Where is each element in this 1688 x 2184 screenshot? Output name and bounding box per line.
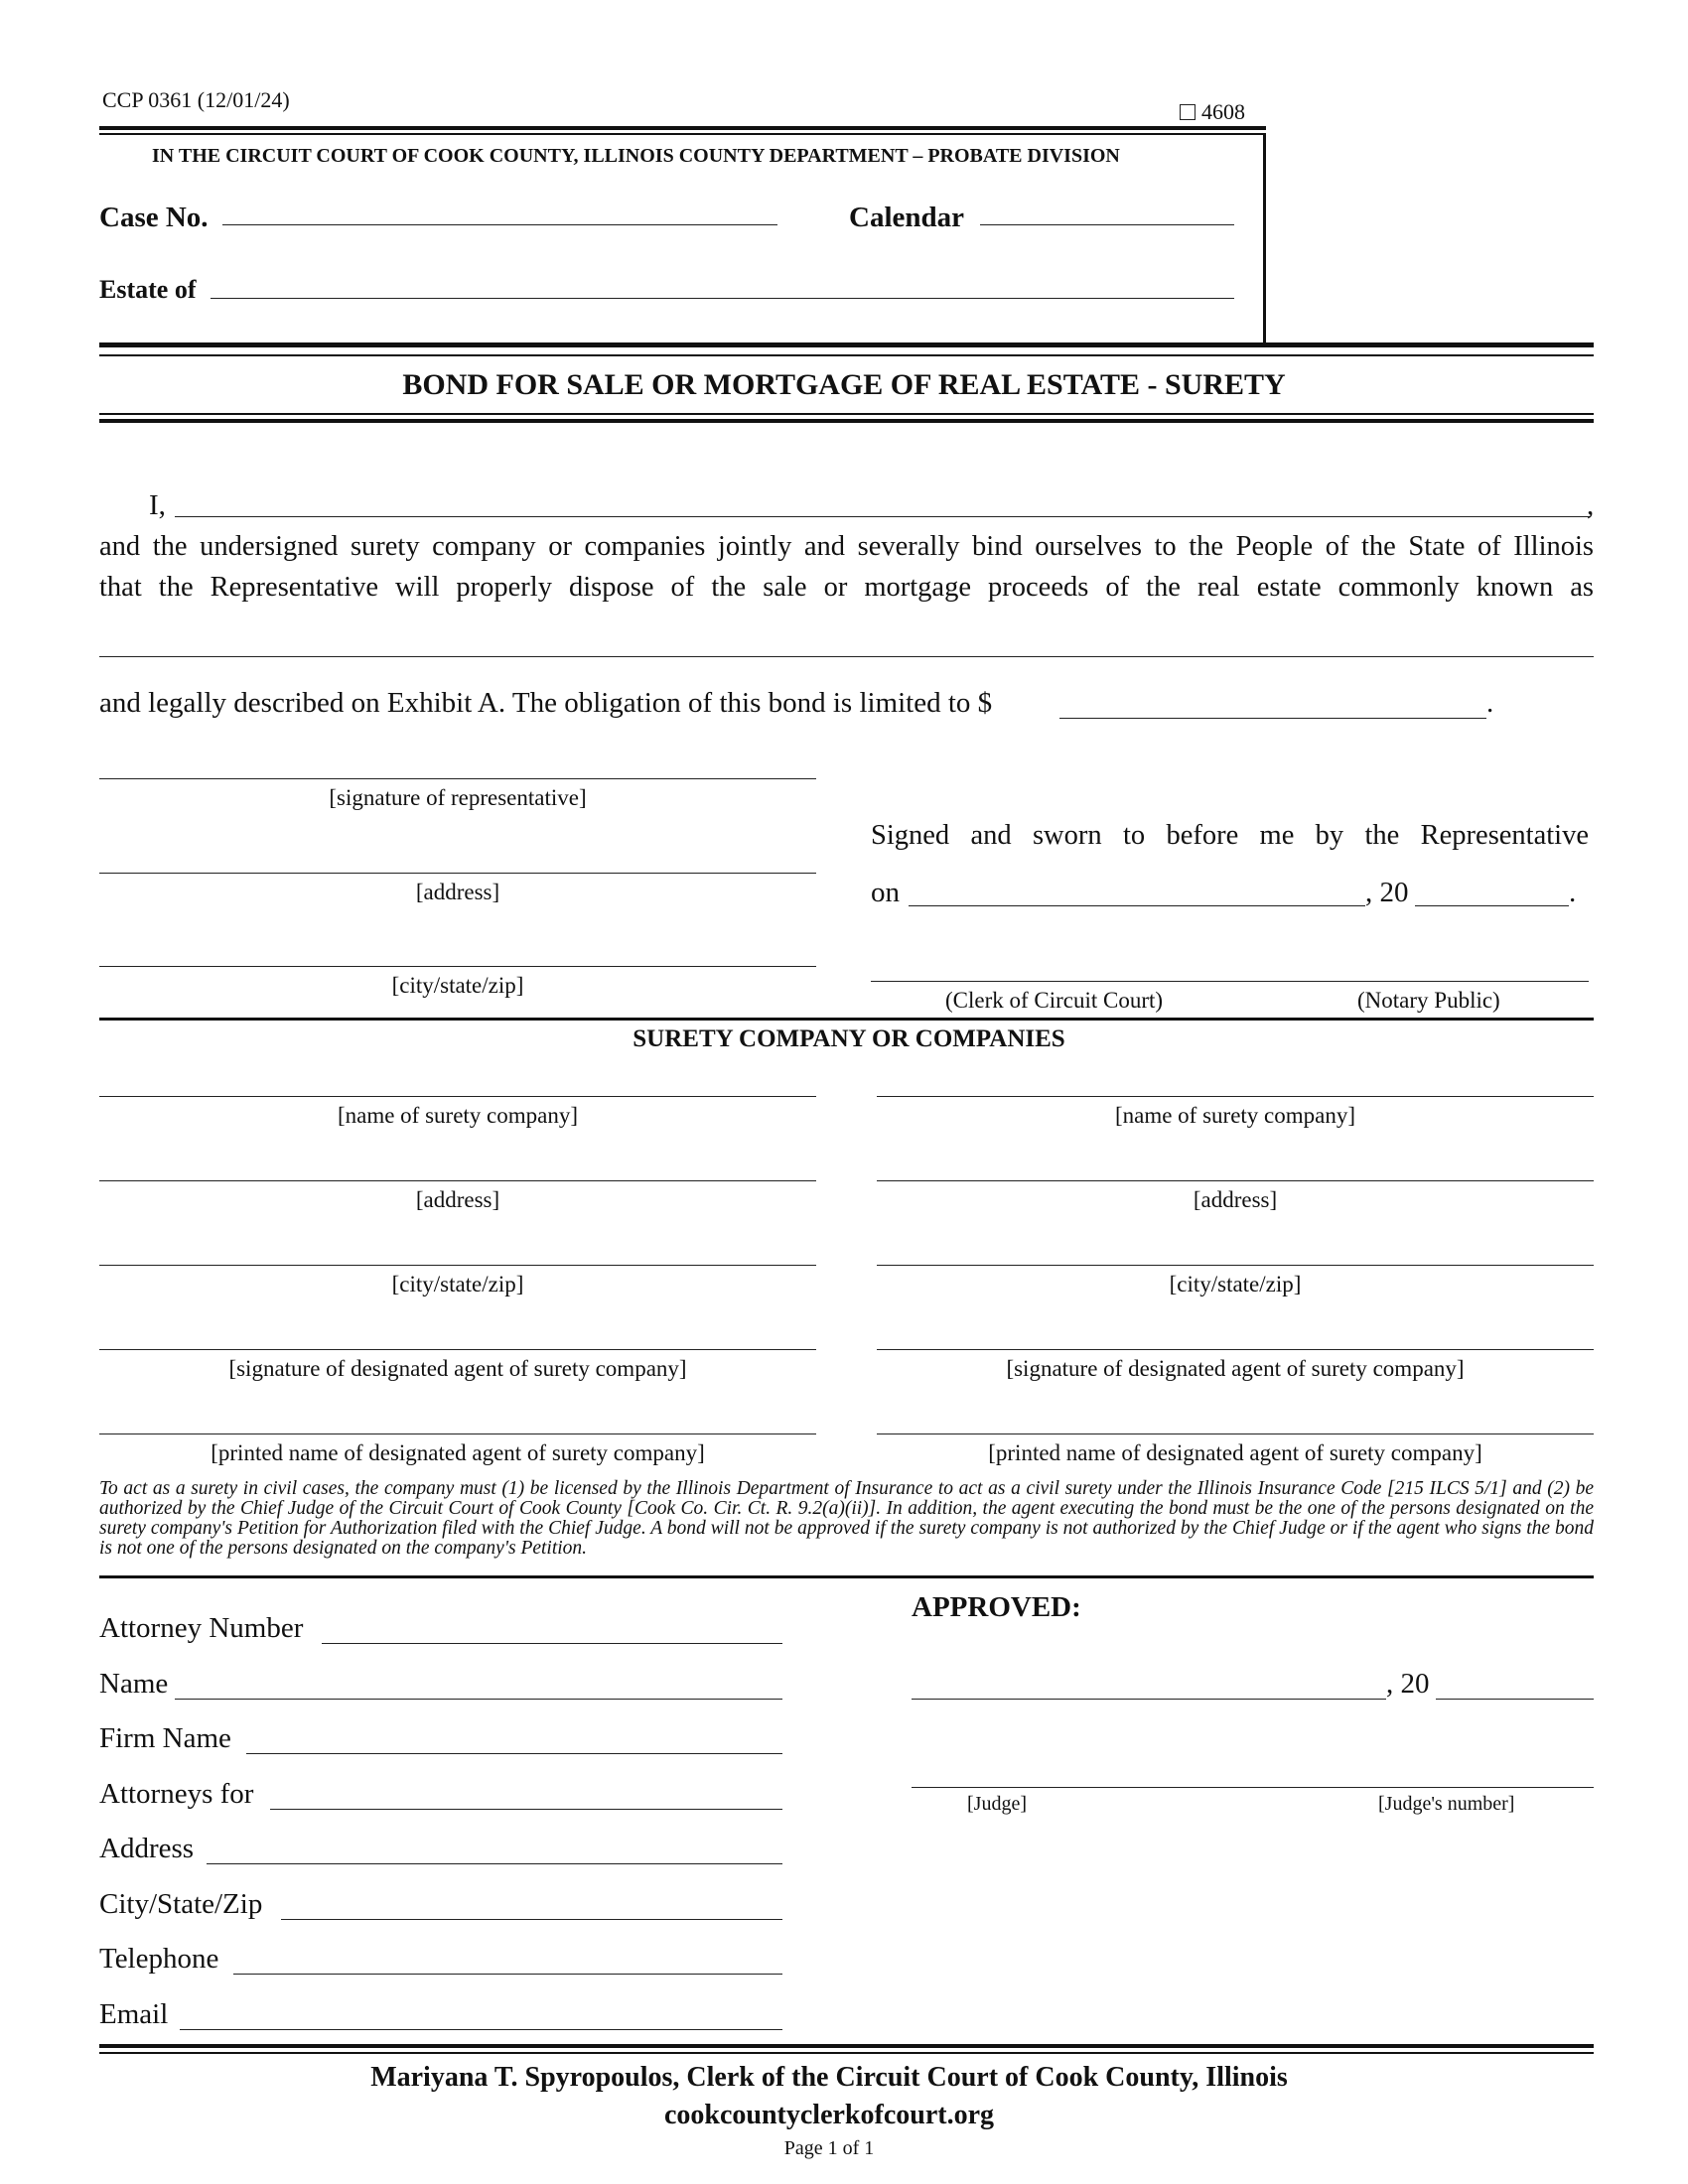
- approval-date-field[interactable]: [912, 1699, 1386, 1700]
- sworn-year-field[interactable]: [1415, 905, 1569, 906]
- surety-top-rule: [99, 1018, 1594, 1021]
- page-number: Page 1 of 1: [783, 2137, 875, 2159]
- notary-caption: (Notary Public): [1357, 988, 1500, 1013]
- judge-number-caption: [Judge's number]: [1378, 1793, 1515, 1815]
- surety1-address-field[interactable]: [99, 1180, 816, 1181]
- sworn-year-prefix: , 20: [1365, 877, 1409, 908]
- attorney-address-label: Address: [99, 1833, 195, 1864]
- sworn-text: Signed and sworn to before me by the Representative: [871, 820, 1589, 851]
- form-number-text: 4608: [1201, 99, 1245, 124]
- intro-comma: ,: [1587, 489, 1595, 521]
- body-line-1: and the undersigned surety company or companies jointly and severally bind ourselves to the People of the State of Illinois: [99, 531, 1594, 562]
- attorney-number-label: Attorney Number: [99, 1612, 304, 1644]
- header-bottom-rule-thin: [99, 354, 1594, 356]
- attorney-top-rule: [99, 1575, 1594, 1578]
- footer-rule-thin: [99, 2052, 1594, 2054]
- header-bottom-rule: [99, 342, 1594, 347]
- court-line: IN THE CIRCUIT COURT OF COOK COUNTY, ILLINOIS COUNTY DEPARTMENT – PROBATE DIVISION: [152, 145, 1120, 167]
- clerk-notary-signature-field[interactable]: [871, 981, 1589, 982]
- approval-year-field[interactable]: [1436, 1699, 1594, 1700]
- body-line-2: that the Representative will properly dispose of the sale or mortgage proceeds of the real estate commonly known as: [99, 572, 1594, 603]
- title-rule: [99, 413, 1594, 415]
- estate-of-label: Estate of: [99, 275, 197, 304]
- footer-rule: [99, 2044, 1594, 2048]
- attorneys-for-field[interactable]: [270, 1809, 782, 1810]
- attorneys-for-label: Attorneys for: [99, 1778, 254, 1810]
- header-box-right-edge: [1263, 133, 1266, 342]
- firm-name-label: Firm Name: [99, 1722, 231, 1754]
- surety1-agent-printed-name-caption: [printed name of designated agent of surety company]: [211, 1440, 705, 1465]
- surety2-address-field[interactable]: [877, 1180, 1594, 1181]
- estate-of-field[interactable]: [211, 298, 1234, 299]
- surety-heading: SURETY COMPANY OR COMPANIES: [633, 1025, 1065, 1052]
- surety-notice: To act as a surety in civil cases, the company must (1) be licensed by the Illinois Department of Insurance to act as a civil surety under the Illinois Insurance Code [215 ILCS 5/1] and (2) be authorized by the Chief Judge of the Circuit Court of Cook County [Cook Co. Cir. Ct. R. 9.2(a)(ii)]. In addition, the agent executing the bond must be the one of the persons designated on the surety company's Petition for Authorization filed with the Chief Judge. A bond will not be approved if the surety company is not authorized by the Chief Judge or if the agent who signs the bond is not one of the persons designated on the company's Petition.: [99, 1478, 1594, 1559]
- case-no-label: Case No.: [99, 202, 209, 233]
- representative-address-field[interactable]: [99, 873, 816, 874]
- header-top-rule: [99, 126, 1266, 130]
- surety1-city-field[interactable]: [99, 1265, 816, 1266]
- title-rule-thick: [99, 419, 1594, 423]
- firm-name-field[interactable]: [246, 1753, 782, 1754]
- calendar-field[interactable]: [980, 224, 1234, 225]
- body-line-3: and legally described on Exhibit A. The obligation of this bond is limited to $: [99, 687, 993, 719]
- judge-caption: [Judge]: [967, 1793, 1027, 1815]
- approved-heading: APPROVED:: [912, 1591, 1081, 1623]
- representative-address-caption: [address]: [415, 880, 500, 904]
- form-number-checkbox[interactable]: [1180, 104, 1196, 120]
- case-no-field[interactable]: [222, 224, 777, 225]
- surety1-agent-signature-field[interactable]: [99, 1349, 816, 1350]
- attorney-address-field[interactable]: [207, 1863, 782, 1864]
- representative-signature-field[interactable]: [99, 778, 816, 779]
- surety1-name-caption: [name of surety company]: [337, 1103, 579, 1128]
- attorney-email-label: Email: [99, 1998, 169, 2030]
- attorney-name-label: Name: [99, 1668, 169, 1700]
- surety2-agent-signature-caption: [signature of designated agent of surety company]: [1006, 1356, 1465, 1381]
- approval-year-prefix: , 20: [1386, 1668, 1430, 1700]
- judge-signature-field[interactable]: [912, 1787, 1594, 1788]
- representative-intro-label: I,: [149, 489, 166, 521]
- surety2-agent-printed-name-caption: [printed name of designated agent of surety company]: [988, 1440, 1482, 1465]
- representative-city-field[interactable]: [99, 966, 816, 967]
- surety2-name-caption: [name of surety company]: [1114, 1103, 1356, 1128]
- bond-amount-field[interactable]: [1059, 718, 1486, 719]
- sworn-date-field[interactable]: [909, 905, 1365, 906]
- calendar-label: Calendar: [849, 202, 964, 233]
- clerk-caption: (Clerk of Circuit Court): [945, 988, 1164, 1013]
- surety2-agent-signature-field[interactable]: [877, 1349, 1594, 1350]
- surety2-address-caption: [address]: [1193, 1187, 1278, 1212]
- attorney-city-field[interactable]: [281, 1919, 782, 1920]
- attorney-name-field[interactable]: [175, 1699, 782, 1700]
- sworn-period: .: [1569, 877, 1577, 908]
- form-number: [1180, 99, 1245, 125]
- header-top-rule-thin: [99, 133, 1266, 135]
- attorney-number-field[interactable]: [322, 1643, 782, 1644]
- surety2-city-caption: [city/state/zip]: [1169, 1272, 1302, 1297]
- surety1-agent-printed-name-field[interactable]: [99, 1433, 816, 1434]
- representative-city-caption: [city/state/zip]: [391, 973, 524, 998]
- representative-signature-caption: [signature of representative]: [329, 785, 587, 810]
- surety1-agent-signature-caption: [signature of designated agent of surety company]: [228, 1356, 687, 1381]
- surety1-name-field[interactable]: [99, 1096, 816, 1097]
- form-code: CCP 0361 (12/01/24): [102, 87, 290, 112]
- attorney-telephone-label: Telephone: [99, 1943, 219, 1975]
- footer-website[interactable]: cookcountyclerkofcourt.org: [663, 2100, 995, 2130]
- body-line-3-period: .: [1486, 687, 1494, 719]
- attorney-telephone-field[interactable]: [233, 1974, 782, 1975]
- surety2-agent-printed-name-field[interactable]: [877, 1433, 1594, 1434]
- surety2-name-field[interactable]: [877, 1096, 1594, 1097]
- property-address-field[interactable]: [99, 656, 1594, 657]
- surety1-city-caption: [city/state/zip]: [391, 1272, 524, 1297]
- surety1-address-caption: [address]: [415, 1187, 500, 1212]
- attorney-email-field[interactable]: [180, 2029, 782, 2030]
- attorney-city-label: City/State/Zip: [99, 1888, 263, 1920]
- sworn-on-label: on: [871, 877, 900, 908]
- representative-name-field[interactable]: [175, 516, 1590, 517]
- footer-clerk: Mariyana T. Spyropoulos, Clerk of the Circuit Court of Cook County, Illinois: [370, 2062, 1288, 2093]
- form-title: BOND FOR SALE OR MORTGAGE OF REAL ESTATE - SURETY: [402, 368, 1286, 401]
- surety2-city-field[interactable]: [877, 1265, 1594, 1266]
